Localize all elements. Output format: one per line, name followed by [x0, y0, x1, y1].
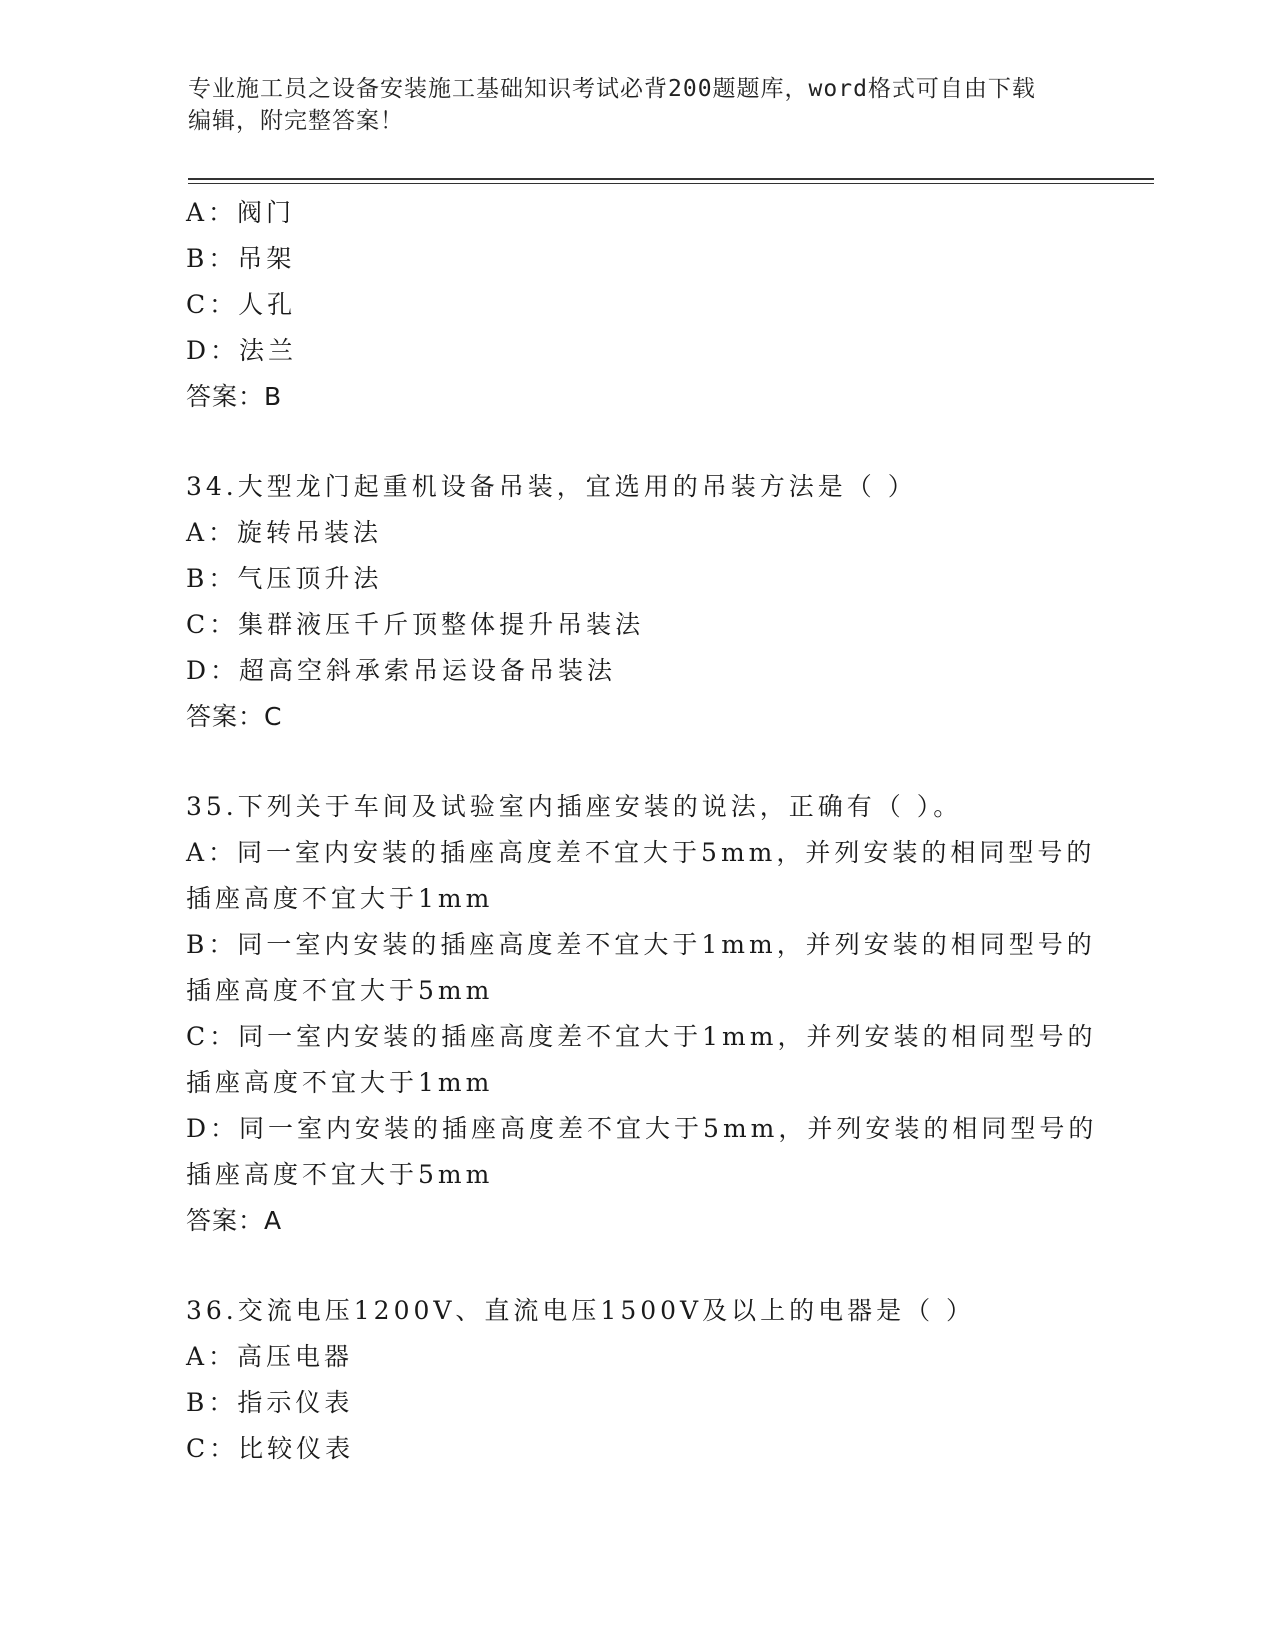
option-c-line-1: C：同一室内安装的插座高度差不宜大于1mm，并列安装的相同型号的: [186, 1022, 1097, 1051]
option-d: D：超高空斜承索吊运设备吊装法: [186, 656, 617, 685]
header-divider-thick: [188, 178, 1154, 180]
option-a-line-1: A：同一室内安装的插座高度差不宜大于5mm，并列安装的相同型号的: [186, 838, 1096, 867]
option-b-line-2: 插座高度不宜大于5mm: [186, 976, 494, 1005]
question-stem: 36.交流电压1200V、直流电压1500V及以上的电器是（ ）: [186, 1296, 976, 1325]
option-b: B：吊架: [186, 244, 296, 273]
question-34: [186, 464, 1086, 740]
question-36: [186, 1288, 1086, 1472]
question-list: [186, 190, 1098, 1472]
option-d-line-2: 插座高度不宜大于5mm: [186, 1160, 494, 1189]
question-35: [186, 784, 1098, 1244]
answer-line: 答案：A: [186, 1206, 283, 1235]
option-a-line-2: 插座高度不宜大于1mm: [186, 884, 494, 913]
option-c: C：比较仪表: [186, 1434, 355, 1463]
spacer: [186, 420, 1086, 464]
header-line-1: 专业施工员之设备安装施工基础知识考试必背200题题库，word格式可自由下载: [188, 76, 1036, 102]
option-b-line-1: B：同一室内安装的插座高度差不宜大于1mm，并列安装的相同型号的: [186, 930, 1096, 959]
option-a: A：阀门: [186, 198, 296, 227]
document-header: [188, 73, 1068, 137]
answer-line: 答案：C: [186, 702, 283, 731]
spacer: [186, 740, 1086, 784]
option-b: B：指示仪表: [186, 1388, 354, 1417]
spacer: [186, 1244, 1086, 1288]
question-33-continued: [186, 190, 1086, 420]
question-stem: 34.大型龙门起重机设备吊装，宜选用的吊装方法是（ ）: [186, 472, 917, 501]
option-c-line-2: 插座高度不宜大于1mm: [186, 1068, 494, 1097]
option-a: A：旋转吊装法: [186, 518, 383, 547]
question-stem: 35.下列关于车间及试验室内插座安装的说法，正确有（ ）。: [186, 792, 963, 821]
option-b: B：气压顶升法: [186, 564, 383, 593]
header-divider-thin: [188, 183, 1154, 184]
option-c: C：集群液压千斤顶整体提升吊装法: [186, 610, 645, 639]
option-c: C：人孔: [186, 290, 297, 319]
option-a: A：高压电器: [186, 1342, 354, 1371]
option-d: D：法兰: [186, 336, 298, 365]
option-d-line-1: D：同一室内安装的插座高度差不宜大于5mm，并列安装的相同型号的: [186, 1114, 1098, 1143]
answer-line: 答案：B: [186, 382, 283, 411]
header-line-2: 编辑，附完整答案！: [188, 108, 404, 134]
